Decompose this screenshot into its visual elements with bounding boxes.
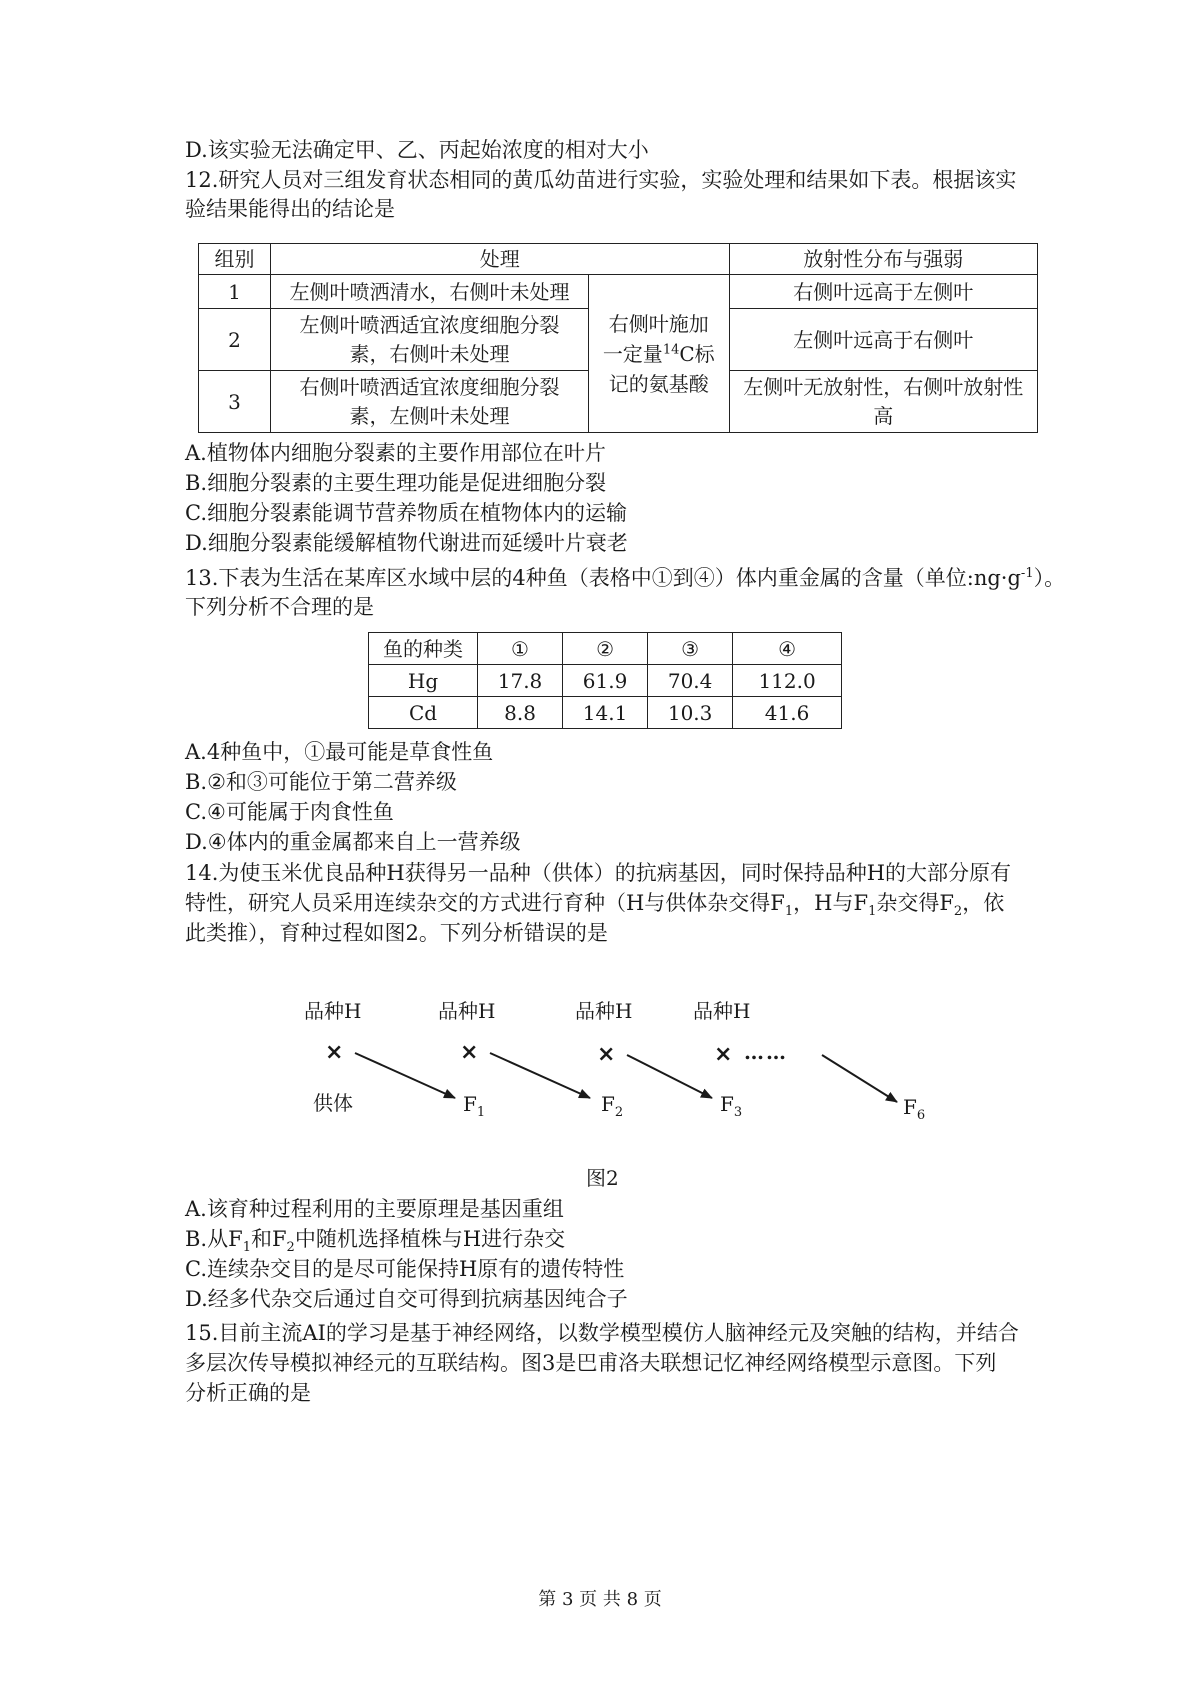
q13-option-b: B.②和③可能位于第二营养级: [185, 770, 457, 794]
cross-symbol: ×: [460, 1040, 479, 1065]
q12-header-group: 组别: [199, 244, 271, 275]
f6-label: $F_6$: [903, 1095, 926, 1123]
q12-option-b: B.细胞分裂素的主要生理功能是促进细胞分裂: [185, 471, 607, 495]
q12-row1-group: 1: [199, 275, 271, 309]
q13-cell: 61.9: [563, 665, 648, 697]
f2-label: $F_2$: [601, 1092, 624, 1120]
q13-option-a: A.4种鱼中，①最可能是草食性鱼: [185, 740, 494, 764]
q13-cell: 112.0: [733, 665, 842, 697]
q13-header-2: ②: [563, 633, 648, 665]
q12-stem-line2: 验结果能得出的结论是: [185, 197, 395, 221]
q13-cell: 10.3: [648, 697, 733, 729]
q14-stem-line1: 14.为使玉米优良品种H获得另一品种（供体）的抗病基因，同时保持品种H的大部分原有: [185, 861, 1012, 885]
parent-h-label: 品种H: [438, 999, 496, 1023]
q13-option-c: C.④可能属于肉食性鱼: [185, 800, 394, 824]
cross-arrow: [627, 1055, 712, 1098]
q13-cell: Hg: [369, 665, 478, 697]
q13-header-1: ①: [478, 633, 563, 665]
q12-header-result: 放射性分布与强弱: [729, 244, 1037, 275]
cross-arrow: [490, 1053, 590, 1098]
figure-caption: 图2: [586, 1166, 619, 1190]
q12-row1-treatment: 左侧叶喷洒清水，右侧叶未处理: [270, 275, 588, 309]
q12-option-d: D.细胞分裂素能缓解植物代谢进而延缓叶片衰老: [185, 531, 628, 555]
q12-row3-treatment: 右侧叶喷洒适宜浓度细胞分裂素，左侧叶未处理: [270, 371, 588, 433]
q12-option-c: C.细胞分裂素能调节营养物质在植物体内的运输: [185, 501, 627, 525]
q12-row1-result: 右侧叶远高于左侧叶: [729, 275, 1037, 309]
q14-option-c: C.连续杂交目的是尽可能保持H原有的遗传特性: [185, 1257, 625, 1281]
q13-stem-line1: 13.下表为生活在某库区水域中层的4种鱼（表格中①到④）体内重金属的含量（单位$:ng\cdot g^{-1}$）。: [185, 566, 1066, 590]
cross-arrow: [355, 1053, 455, 1098]
q13-stem-line2: 下列分析不合理的是: [185, 595, 374, 619]
ellipsis: ……: [744, 1040, 788, 1064]
q14-option-a: A.该育种过程利用的主要原理是基因重组: [185, 1197, 564, 1221]
q15-stem-line3: 分析正确的是: [185, 1381, 311, 1405]
q14-option-b: B.从$F_1$和$F_2$中随机选择植株与H进行杂交: [185, 1227, 566, 1256]
parent-h-label: 品种H: [575, 999, 633, 1023]
q15-stem-line1: 15.目前主流AI的学习是基于神经网络，以数学模型模仿人脑神经元及突触的结构，并结合: [185, 1321, 1019, 1345]
q12-row2-treatment: 左侧叶喷洒适宜浓度细胞分裂素，右侧叶未处理: [270, 309, 588, 371]
q14-stem-line2: 特性，研究人员采用连续杂交的方式进行育种（H与供体杂交得$F_1$，H与$F_1$杂交得$F_2$，依: [185, 891, 1005, 920]
q13-cell: 14.1: [563, 697, 648, 729]
page-footer: 第 3 页 共 8 页: [538, 1589, 662, 1610]
q13-option-d: D.④体内的重金属都来自上一营养级: [185, 830, 521, 854]
q13-header-4: ④: [733, 633, 842, 665]
q13-header-species: 鱼的种类: [369, 633, 478, 665]
f1-label: $F_1$: [463, 1092, 486, 1120]
q12-row3-result: 左侧叶无放射性，右侧叶放射性高: [729, 371, 1037, 433]
donor-label: 供体: [313, 1091, 353, 1115]
q13-header-3: ③: [648, 633, 733, 665]
q13-cell: 17.8: [478, 665, 563, 697]
q12-row2-group: 2: [199, 309, 271, 371]
parent-h-label: 品种H: [304, 999, 362, 1023]
cross-symbol: ×: [714, 1042, 733, 1067]
q12-option-a: A.植物体内细胞分裂素的主要作用部位在叶片: [185, 441, 606, 465]
cross-arrow: [822, 1055, 897, 1102]
cross-symbol: ×: [325, 1040, 344, 1065]
q15-stem-line2: 多层次传导模拟神经元的互联结构。图3是巴甫洛夫联想记忆神经网络模型示意图。下列: [185, 1351, 997, 1375]
q13-cell: 8.8: [478, 697, 563, 729]
cross-symbol: ×: [597, 1042, 616, 1067]
q12-shared-treatment: 右侧叶施加一定量$^{14}$C标记的氨基酸: [588, 275, 729, 433]
f3-label: $F_3$: [720, 1092, 743, 1120]
q12-stem-line1: 12.研究人员对三组发育状态相同的黄瓜幼苗进行实验，实验处理和结果如下表。根据该实: [185, 168, 1017, 192]
q13-cell: Cd: [369, 697, 478, 729]
q13-cell: 70.4: [648, 665, 733, 697]
q14-option-d: D.经多代杂交后通过自交可得到抗病基因纯合子: [185, 1287, 628, 1311]
q12-row2-result: 左侧叶远高于右侧叶: [729, 309, 1037, 371]
q13-cell: 41.6: [733, 697, 842, 729]
q12-header-treatment: 处理: [270, 244, 729, 275]
q14-stem-line3: 此类推），育种过程如图2。下列分析错误的是: [185, 921, 608, 945]
parent-h-label: 品种H: [693, 999, 751, 1023]
q11-option-d: D.该实验无法确定甲、乙、丙起始浓度的相对大小: [185, 138, 649, 162]
q12-row3-group: 3: [199, 371, 271, 433]
